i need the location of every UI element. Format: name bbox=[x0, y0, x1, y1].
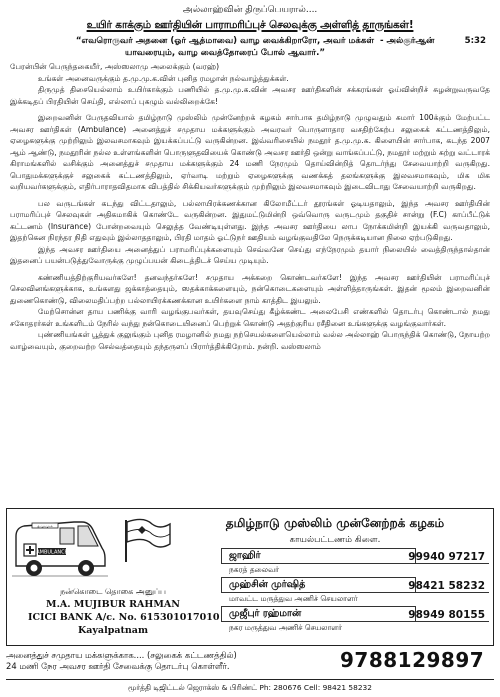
donation-label: நன்கொடை தொகை அனுப்ப bbox=[60, 587, 166, 596]
footer-line-1: அனைத்துச் சமுதாய மக்களுக்காக.... (சலுகைக் கட்டணத்தில்) bbox=[6, 650, 237, 660]
donation-account-name: M.A. MUJIBUR RAHMAN bbox=[46, 599, 180, 610]
printer-credit: மூர்த்தி டிஜிட்டல் ஜெராக்ஸ் & பிரிண்ட் Ph: 280676 Cell: 98421 58232 bbox=[128, 683, 372, 692]
paragraph-service: இறைவனின் பேருதவியால் தமிழ்நாடு முஸ்லிம் முன்னேற்றக் கழகம் சார்பாக தமிழ்நாடு முழுவதும் சுமார் 100க்கும் மேற்பட்ட அவசர ஊர்திகள் (Ambulance) அனைத்துச் சமுதாய மக்களுக்கும் அவரவர் பொருளாதார வசதிற்கேற்ப சலுகைக் கட்டணத்திலும், ஏழைகளுக்கு முற்றிலும் இலவசமாகவும் இயக்கப்பட்டு வருகின்றன. இவ்வரிசையில் நமதூர் த.மு.மு.க. கிளையின் சார்பாக, கடந்த 2007 ஆம் ஆண்டு, நமதூரின் நல்ல உள்ளங்களின் பொருளுதவியைக் கொண்டு அவசர ஊர்தி ஒன்று வாங்கப்பட்டு, நமதூர் மற்றும் சுற்று வட்டாரக் கிராமங்களில் வசிக்கும் அனைத்துச் சமுதாய மக்களுக்கும் 24 மணி நேரமும் தொய்வின்றித் தொடர்ந்து சேவையாற்றி வருகிறது. பொதுமக்களுக்குச் சலுகைக் கட்டணத்திலும், ஏர்வாடி மற்றும் ஏழைகளுக்கு வணக்கத் தலங்களுக்கு இலவசமாகவும், மிக மிக வறியவர்களுக்கும், எதிர்பாராதவிதமாக விபத்தில் சிக்கியவர்களுக்கும் முற்றிலும் இலவசமாகவும் இடைவிடாது சேவையாற்றி வருகிறது. bbox=[10, 113, 490, 191]
contact-phone[interactable]: 99940 97217 bbox=[408, 551, 485, 563]
contact-role: மாவட்ட மருத்துவ அணிச் செயலாளர் bbox=[229, 594, 358, 603]
contact-name: முஜீபுர் ரஹ்மான் bbox=[229, 608, 302, 619]
ambulance-icon bbox=[12, 514, 108, 584]
contact-role: நகர மருத்துவ அணிச் செயலாளர் bbox=[229, 623, 343, 632]
contact-phone[interactable]: 98421 58232 bbox=[408, 580, 485, 592]
contact-name: ஜாஹிர் bbox=[229, 550, 261, 561]
hotline-number[interactable]: 9788129897 bbox=[340, 648, 485, 672]
party-flag-icon bbox=[118, 516, 172, 564]
paragraph-contact: மேற்சொன்ன தாய பணிக்கு வாரி வழங்குபவர்கள், தயவுசெய்து கீழ்க்கண்ட அலைபேசி எண்களில் தொடர்பு கொண்டால் நமது சகோதரர்கள் உங்களிடம் நேரில் வந்து நன்கொடையினைப் பெற்றுக் கொண்டு அதற்குரிய ரசீதினை உங்களுக்கு வழங்குவார்கள். bbox=[10, 307, 490, 328]
paragraph-closing: புண்ணியங்கள் பூத்துக் குலுங்கும் புனித ரமழானில் நமது நற்செயல்களையெல்லாம் வல்ல அல்லாஹ் பொருந்திக் கொண்டு, நோயற்ற வாழ்வையும், குறைவற்ற செல்வத்தையும் தந்தருளப் பிரார்த்திக்கிறோம். நன்றி. வஸ்ஸலாம் bbox=[10, 330, 490, 351]
quote-line-2: யாவரையும், வாழ வைத்தோரைப் போல் ஆவார்.” bbox=[124, 48, 325, 58]
van-side-text: AMBULANCE bbox=[36, 549, 68, 556]
organization-branch: காயல்பட்டணம் கிளை. bbox=[289, 535, 381, 545]
contact-role: நகரத் தலைவர் bbox=[229, 565, 280, 574]
bismillah-line: அல்லாஹ்வின் திருப்பெயரால்.... bbox=[182, 5, 318, 15]
quote-reference bbox=[380, 35, 490, 47]
salutation: பேரன்பின் பெருந்தகையீர், அஸ்ஸலாமு அலைக்கும் (வரஹ்) bbox=[10, 62, 220, 71]
contact-section bbox=[6, 508, 494, 697]
footer-message bbox=[6, 650, 346, 672]
paragraph-costs: பல வருடங்கள் கடந்து விட்டதாலும், பல்லாயிரக்கணக்கான கிலோமீட்டர் தூரங்கள் ஓடியதாலும், இந்த அவசர ஊர்தியின் பராமரிப்புச் செலவுகள் அதிகமாகிக் கொண்டே வருகின்றன. இதுமட்டுமின்றி ஒவ்வொரு வருடமும் தகுதிச் சான்று (F.C) காப்பீட்டுக் கட்டணம் (Insurance) போன்றவையும் செலுத்த வேண்டியுள்ளது. இந்த அவசர ஊர்தியை லாப நோக்கமின்றி இயக்கி வருவதாலும், இதற்கென நிரந்தர நிதி எதுவும் இல்லாததாலும், பிரதி மாதம் ஓட்டுநர் ஊதியம் வழங்குவதிலே நெருக்கடியான நிலை ஏற்படுகிறது. bbox=[10, 198, 490, 242]
paragraph-maintenance: இந்த அவசர ஊர்தியை அனைத்துப் பராமரிப்புக்களையும் செவ்வனே செய்து எந்நேரமும் தயார் நிலையில் வைத்திருந்தால்தான் இதனைப் பயன்படுத்துவோருக்கு முழுப்பயன் கிடைத்திடச் செய்ய முடியும். bbox=[10, 244, 490, 265]
contact-row bbox=[221, 548, 489, 577]
contact-row bbox=[221, 606, 489, 635]
donation-details bbox=[28, 586, 220, 637]
organization-name: தமிழ்நாடு முஸ்லிம் முன்னேற்றக் கழகம் bbox=[225, 516, 445, 530]
contact-row bbox=[221, 577, 489, 606]
donation-place: Kayalpatnam bbox=[78, 625, 148, 636]
donation-account-number: ICICI BANK A/c. No. 615301017010 bbox=[28, 612, 220, 623]
paragraph-appeal: கண்ணியத்திற்குரியவர்களே! தனவந்தர்களே! சமுதாய அக்கறை கொண்டவர்களே! இந்த அவசர ஊர்தியின் பராமரிப்புச் செலவினங்களுக்காக, உங்களது ஜக்காத்தையும், ஸதக்காக்களையும், நன்கொடைகளையும் அள்ளித்தாருங்கள். இதன் மூலம் இறைவனின் துணைகொண்டு, விலைமதிப்பற்ற பல்லாயிரக்கணக்கான உயிர்களை நாம் காத்திட இயலும். bbox=[10, 272, 490, 305]
quote-line-1: “எவரொருவர் அதனை (ஓர் ஆத்மாவை) வாழ வைக்கிறாரோ, அவர் மக்கள் bbox=[75, 36, 375, 46]
contact-phone[interactable]: 98949 80155 bbox=[408, 609, 485, 621]
quote-source: - அல்குர்ஆன் bbox=[380, 36, 435, 46]
quran-quote bbox=[10, 35, 490, 59]
headline: உயிர் காக்கும் ஊர்தியின் பாராமரிப்புச் செலவுக்கு அள்ளித் தாருங்கள்! bbox=[86, 19, 414, 31]
footer-line-2: 24 மணி நேர அவசர ஊர்தி சேவைக்கு தொடர்பு கொள்ளீர். bbox=[6, 661, 230, 671]
footer-divider bbox=[6, 679, 494, 680]
contacts-list bbox=[221, 548, 489, 635]
paragraph-greeting: உங்கள் அனைவருக்கும் த.மு.மு.க.வின் புனித ரமழான் நல்வாழ்த்துக்கள். bbox=[38, 73, 289, 83]
van-roof-text: த.மு.மு.க bbox=[37, 524, 53, 528]
contact-name: முஹ்சின் முர்ஷித் bbox=[229, 579, 306, 590]
paragraph-intro: திருமுத் திசையெல்லாம் உயிர்காக்கும் பணியில் த.மு.மு.க.வின் அவசர ஊர்திகளின் சக்கரங்கள் ஓய்வின்றிச் சுழன்றுவருவதே இக்கடிதப் பிரதியின் செய்தி, எல்லாப் புகழும் வல்லிறைக்கே! bbox=[10, 85, 490, 106]
quote-verse: 5:32 bbox=[464, 36, 486, 46]
letter-body bbox=[10, 61, 490, 352]
